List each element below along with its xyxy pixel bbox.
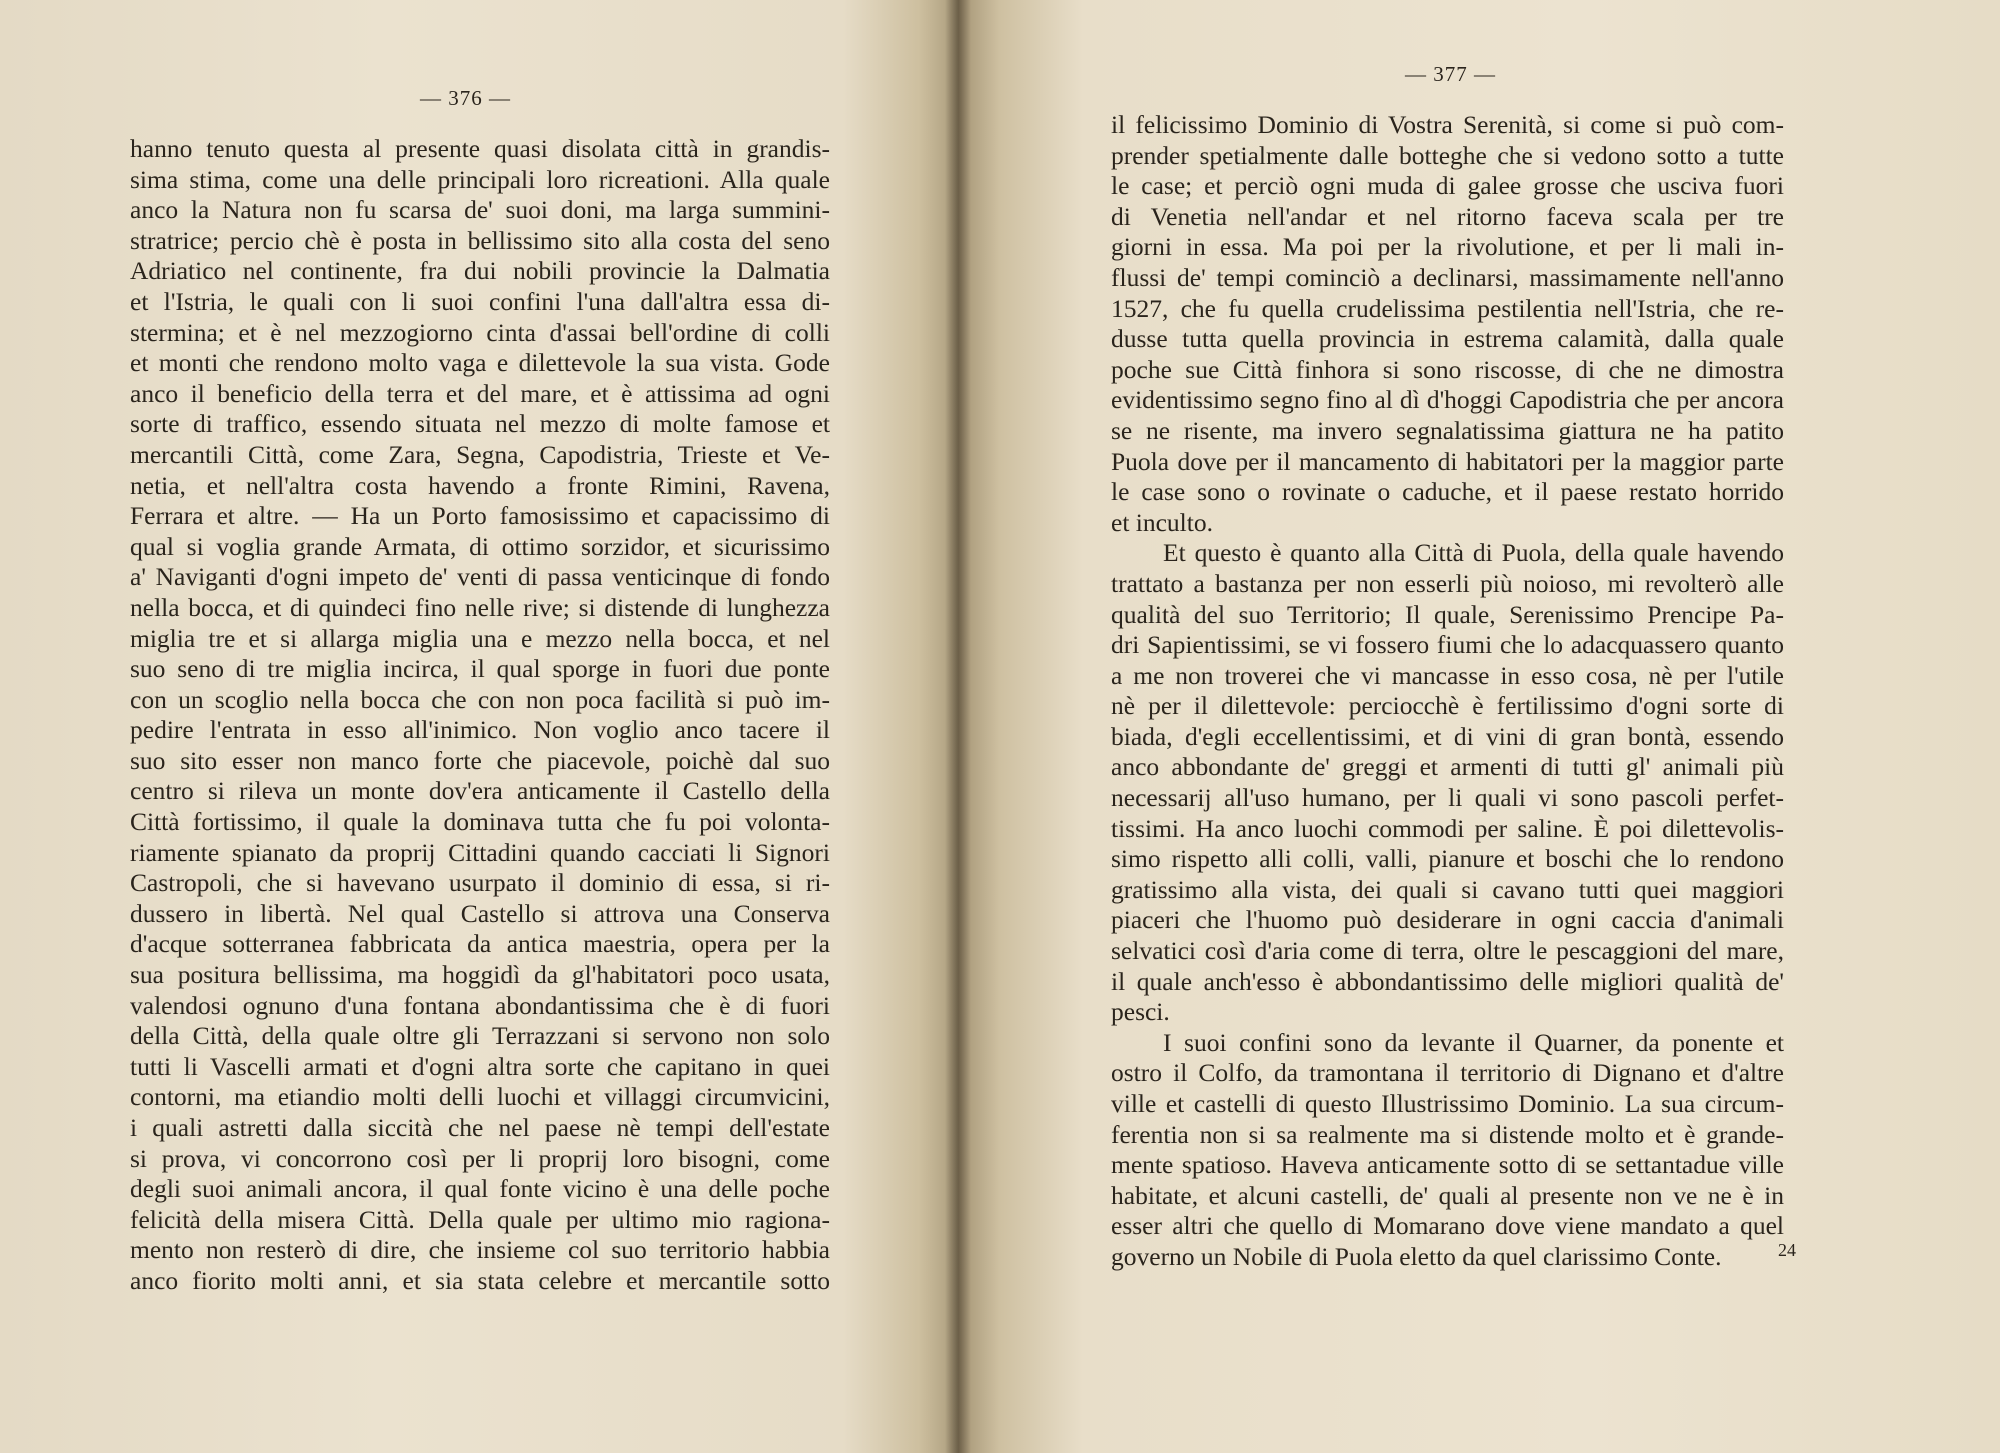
text-line: sua positura bellissima, ma hoggidì da gl'habitatori poco usata, bbox=[130, 960, 830, 990]
text-line: si prova, vi concorrono così per li proprij loro bisogni, come bbox=[130, 1143, 830, 1173]
text-line: Puola dove per il mancamento di habitatori per la maggior parte bbox=[1111, 446, 1784, 476]
text-line: della Città, della quale oltre gli Terrazzani si servono non solo bbox=[130, 1021, 830, 1051]
right-page-text bbox=[1111, 110, 1784, 1273]
text-line: Ferrara et altre. — Ha un Porto famosissimo et capacissimo di bbox=[130, 501, 830, 531]
text-line: governo un Nobile di Puola eletto da quel clarissimo Conte. bbox=[1111, 1241, 1722, 1271]
text-line: dusse tutta quella provincia in estrema calamità, dalla quale bbox=[1111, 324, 1784, 354]
text-line: anco la Natura non fu scarsa de' suoi doni, ma larga summini- bbox=[130, 195, 830, 225]
text-line: trattato a bastanza per non esserli più noioso, mi revolterò alle bbox=[1111, 568, 1784, 598]
text-line: a' Naviganti d'ogni impeto de' venti di passa venticinque di fondo bbox=[130, 562, 830, 592]
paragraph bbox=[1111, 1028, 1784, 1273]
text-line: tissimi. Ha anco luochi commodi per saline. È poi dilettevolis- bbox=[1111, 813, 1784, 843]
text-line: degli suoi animali ancora, il qual fonte vicino è una delle poche bbox=[130, 1174, 830, 1204]
text-line: mercantili Città, come Zara, Segna, Capodistria, Trieste et Ve- bbox=[130, 439, 830, 469]
text-line: dri Sapientissimi, se vi fossero fiumi che lo adacquassero quanto bbox=[1111, 630, 1784, 660]
paragraph bbox=[1111, 538, 1784, 1028]
text-line: esser altri che quello di Momarano dove viene mandato a quel bbox=[1111, 1211, 1784, 1241]
book-gutter bbox=[945, 0, 971, 1453]
text-line: et inculto. bbox=[1111, 507, 1213, 537]
text-line: mento non resterò di dire, che insieme col suo territorio habbia bbox=[130, 1235, 830, 1265]
text-line: habitate, et alcuni castelli, de' quali al presente non ve ne è in bbox=[1111, 1180, 1784, 1210]
text-line: pedire l'entrata in esso all'inimico. Non voglio anco tacere il bbox=[130, 715, 830, 745]
text-line: contorni, ma etiandio molti delli luochi et villaggi circumvicini, bbox=[130, 1082, 830, 1112]
text-line: miglia tre et si allarga miglia una e mezzo nella bocca, et nel bbox=[130, 623, 830, 653]
text-line: mente spatioso. Haveva anticamente sotto di se settantadue ville bbox=[1111, 1150, 1784, 1180]
text-line: I suoi confini sono da levante il Quarner, da ponente et bbox=[1163, 1027, 1784, 1057]
text-line: le case sono o rovinate o caduche, et il paese restato horrido bbox=[1111, 477, 1784, 507]
text-line: poche sue Città finhora si sono riscosse, di che ne dimostra bbox=[1111, 354, 1784, 384]
text-line: giorni in essa. Ma poi per la rivolutione, et per li mali in- bbox=[1111, 232, 1784, 262]
text-line: anco abbondante de' greggi et armenti di tutti gl' animali più bbox=[1111, 752, 1784, 782]
text-line: felicità della misera Città. Della quale per ultimo mio ragiona- bbox=[130, 1204, 830, 1234]
text-line: et l'Istria, le quali con li suoi confini l'una dall'altra essa di- bbox=[130, 286, 830, 316]
left-page-text bbox=[130, 134, 830, 1297]
text-line: qualità del suo Territorio; Il quale, Serenissimo Prencipe Pa- bbox=[1111, 599, 1784, 629]
text-line: pesci. bbox=[1111, 997, 1170, 1027]
text-line: suo sito esser non manco forte che piacevole, poichè dal suo bbox=[130, 745, 830, 775]
text-line: evidentissimo segno fino al dì d'hoggi Capodistria che per ancora bbox=[1111, 385, 1784, 415]
text-line: selvatici così d'aria come di terra, oltre le pescaggioni del mare, bbox=[1111, 936, 1784, 966]
text-line: Adriatico nel continente, fra dui nobili provincie la Dalmatia bbox=[130, 256, 830, 286]
text-line: gratissimo alla vista, dei quali si cavano tutti quei maggiori bbox=[1111, 874, 1784, 904]
text-line: suo seno di tre miglia incirca, il qual sporge in fuori due ponte bbox=[130, 654, 830, 684]
text-line: ferentia non si sa realmente ma si distende molto et è grande- bbox=[1111, 1119, 1784, 1149]
text-line: ville et castelli di questo Illustrissimo Dominio. La sua circum- bbox=[1111, 1089, 1784, 1118]
text-line: qual si voglia grande Armata, di ottimo sorzidor, et sicurissimo bbox=[130, 531, 830, 561]
text-line: stratrice; percio chè è posta in bellissimo sito alla costa del seno bbox=[130, 225, 830, 255]
text-line: stermina; et è nel mezzogiorno cinta d'assai bell'ordine di colli bbox=[130, 317, 830, 347]
text-line: nè per il dilettevole: perciocchè è fertilissimo d'ogni sorte di bbox=[1111, 691, 1784, 721]
text-line: centro si rileva un monte dov'era anticamente il Castello della bbox=[130, 776, 830, 806]
text-line: biada, d'egli eccellentissimi, et di vini di gran bontà, essendo bbox=[1111, 721, 1784, 751]
text-line: riamente spianato da proprij Cittadini quando cacciati li Signori bbox=[130, 837, 830, 867]
page-number-left: — 376 — bbox=[420, 86, 511, 110]
text-line: netia, et nell'altra costa havendo a fronte Rimini, Ravena, bbox=[130, 470, 830, 500]
left-page bbox=[0, 0, 958, 1453]
text-line: dussero in libertà. Nel qual Castello si attrova una Conserva bbox=[130, 898, 830, 928]
text-line: tutti li Vascelli armati et d'ogni altra sorte che capitano in quei bbox=[130, 1051, 830, 1081]
text-line: simo rispetto alli colli, valli, pianure et boschi che lo rendono bbox=[1111, 844, 1784, 874]
text-line: anco fiorito molti anni, et sia stata celebre et mercantile sotto bbox=[130, 1265, 830, 1295]
text-line: il quale anch'esso è abbondantissimo delle migliori qualità de' bbox=[1111, 966, 1784, 996]
text-line: ostro il Colfo, da tramontana il territorio di Dignano et d'altre bbox=[1111, 1058, 1784, 1088]
text-line: i quali astretti dalla siccità che nel paese nè tempi dell'estate bbox=[130, 1113, 830, 1142]
text-line: Città fortissimo, il quale la dominava tutta che fu poi volonta- bbox=[130, 807, 830, 837]
text-line: a me non troverei che vi mancasse in esso cosa, nè per l'utile bbox=[1111, 660, 1784, 690]
text-line: flussi de' tempi cominciò a declinarsi, massimamente nell'anno bbox=[1111, 262, 1784, 292]
signature-mark: 24 bbox=[1778, 1240, 1796, 1260]
text-line: se ne risente, ma invero segnalatissima giattura ne ha patito bbox=[1111, 415, 1784, 445]
text-line: sorte di traffico, essendo situata nel mezzo di molte famose et bbox=[130, 409, 830, 439]
text-line: Castropoli, che si havevano usurpato il dominio di essa, si ri- bbox=[130, 868, 830, 898]
text-line: prender spetialmente dalle botteghe che si vedono sotto a tutte bbox=[1111, 140, 1784, 170]
text-line: le case; et perciò ogni muda di galee grosse che usciva fuori bbox=[1111, 171, 1784, 201]
text-line: 1527, che fu quella crudelissima pestilentia nell'Istria, che re- bbox=[1111, 293, 1784, 323]
text-line: necessarij all'uso humano, per li quali vi sono pascoli perfet- bbox=[1111, 783, 1784, 813]
right-page bbox=[958, 0, 2000, 1453]
text-line: anco il beneficio della terra et del mare, et è attissima ad ogni bbox=[130, 378, 830, 408]
paragraph bbox=[1111, 110, 1784, 538]
text-line: il felicissimo Dominio di Vostra Serenità, si come si può com- bbox=[1111, 110, 1784, 139]
text-line: d'acque sotterranea fabbricata da antica maestria, opera per la bbox=[130, 929, 830, 959]
text-line: hanno tenuto questa al presente quasi disolata città in grandis- bbox=[130, 134, 830, 163]
text-line: nella bocca, et di quindeci fino nelle rive; si distende di lunghezza bbox=[130, 592, 830, 622]
text-line: piaceri che l'huomo può desiderare in ogni caccia d'animali bbox=[1111, 905, 1784, 935]
text-line: Et questo è quanto alla Città di Puola, della quale havendo bbox=[1163, 538, 1784, 568]
text-line: sima stima, come una delle principali loro ricreationi. Alla quale bbox=[130, 164, 830, 194]
page-number-right: — 377 — bbox=[1405, 62, 1496, 86]
text-line: di Venetia nell'andar et nel ritorno faceva scala per tre bbox=[1111, 201, 1784, 231]
text-line: et monti che rendono molto vaga e dilettevole la sua vista. Gode bbox=[130, 348, 830, 378]
text-line: valendosi ognuno d'una fontana abondantissima che è di fuori bbox=[130, 990, 830, 1020]
text-line: con un scoglio nella bocca che con non poca facilità si può im- bbox=[130, 684, 830, 714]
